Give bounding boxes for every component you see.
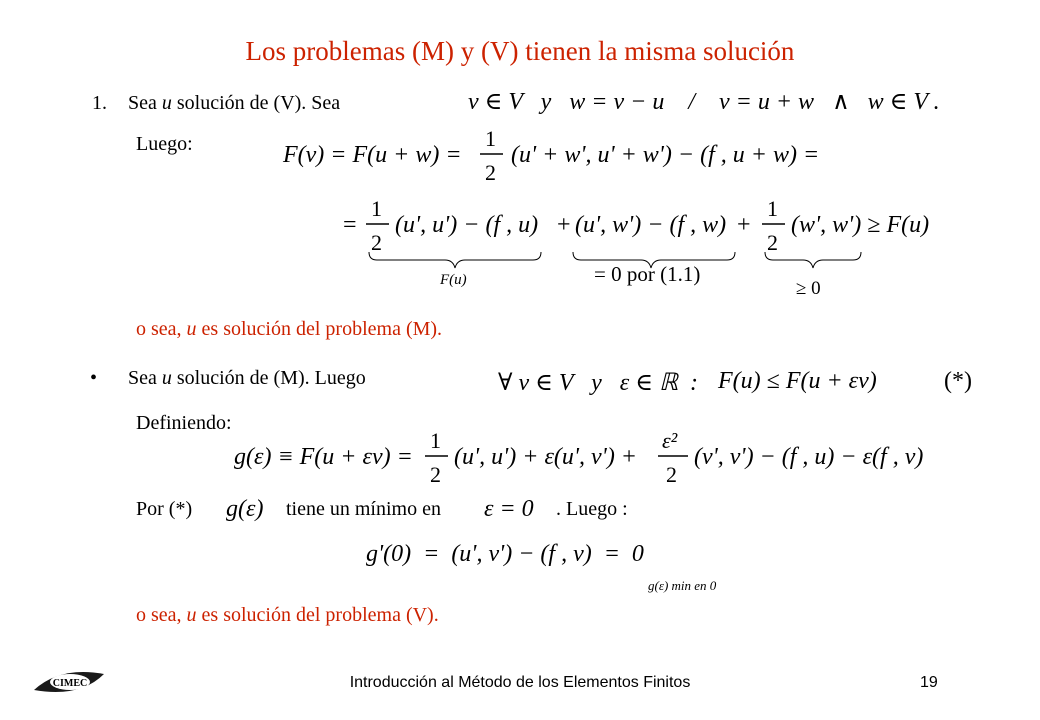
- page-number: 19: [920, 674, 938, 691]
- svg-text:F(v) = F(u + w) =: F(v) = F(u + w) =: [283, 142, 462, 168]
- svg-text:1: 1: [371, 196, 382, 221]
- item2-definiendo: Definiendo:: [136, 412, 232, 434]
- item1-luego: Luego:: [136, 133, 193, 155]
- item2-eps-zero: ε = 0: [484, 496, 534, 522]
- brace2-label: = 0 por (1.1): [594, 262, 701, 286]
- svg-text:2: 2: [430, 462, 441, 487]
- svg-text:(u' + w', u' + w') − (f , u +: (u' + w', u' + w') − (f , u + w) =: [511, 142, 820, 168]
- item2-g-eps: g(ε): [226, 496, 264, 522]
- item2-conclusion: o sea, u es solución del problema (V).: [136, 604, 439, 626]
- equation-g-definition: [230, 418, 970, 494]
- svg-text:1: 1: [767, 196, 778, 221]
- item1-number: 1.: [92, 92, 107, 114]
- slide-title: Los problemas (M) y (V) tienen la misma solución: [245, 36, 795, 66]
- item2-star: (*): [944, 368, 972, 394]
- brace1-label: F(u): [440, 272, 467, 288]
- item2-bullet: •: [90, 367, 98, 389]
- svg-text:ε²: ε²: [662, 428, 678, 453]
- equation-derivative: g'(0) = (u', v') − (f , v) = 0: [366, 541, 644, 567]
- svg-text:+: +: [557, 212, 571, 238]
- svg-text:(v', v') − (f , u) − ε(f , v): (v', v') − (f , u) − ε(f , v): [694, 444, 924, 470]
- svg-text:2: 2: [485, 160, 496, 185]
- svg-text:1: 1: [485, 126, 496, 151]
- svg-text:=: =: [343, 212, 357, 238]
- brace3-label: ≥ 0: [796, 278, 821, 299]
- item2-luego: . Luego :: [556, 498, 628, 520]
- item1-conclusion: o sea, u es solución del problema (M).: [136, 318, 443, 340]
- svg-text:+: +: [737, 212, 751, 238]
- svg-text:1: 1: [430, 428, 441, 453]
- item2-inequality: F(u) ≤ F(u + εv): [718, 368, 877, 394]
- item1-text: Sea u solución de (V). Sea: [128, 92, 341, 114]
- svg-text:2: 2: [371, 230, 382, 255]
- logo-text: CIMEC: [52, 678, 88, 689]
- item2-text: Sea u solución de (M). Luego: [128, 367, 366, 389]
- svg-text:(u', w') − (f , w): (u', w') − (f , w): [575, 212, 727, 238]
- svg-text:2: 2: [666, 462, 677, 487]
- item1-math-line: v ∈ V y w = v − u / v = u + w ∧ w ∈ V .: [468, 89, 940, 115]
- svg-text:(w', w') ≥ F(u): (w', w') ≥ F(u): [791, 212, 930, 238]
- svg-text:(u', u') + ε(u', v') +: (u', u') + ε(u', v') +: [454, 444, 637, 470]
- derivative-under-label: g(ε) min en 0: [648, 578, 717, 593]
- item2-math-line: ∀ v ∈ V y ε ∈ ℝ :: [498, 370, 699, 396]
- svg-text:g(ε) ≡ F(u + εv) =: g(ε) ≡ F(u + εv) =: [234, 444, 413, 470]
- item2-por-star: Por (*): [136, 498, 193, 520]
- equation-F-v: [275, 118, 835, 190]
- item2-minimo-text: tiene un mínimo en: [286, 498, 441, 520]
- footer-course-title: Introducción al Método de los Elementos Finitos: [349, 674, 691, 691]
- svg-text:2: 2: [767, 230, 778, 255]
- svg-text:(u', u') − (f , u): (u', u') − (f , u): [395, 212, 539, 238]
